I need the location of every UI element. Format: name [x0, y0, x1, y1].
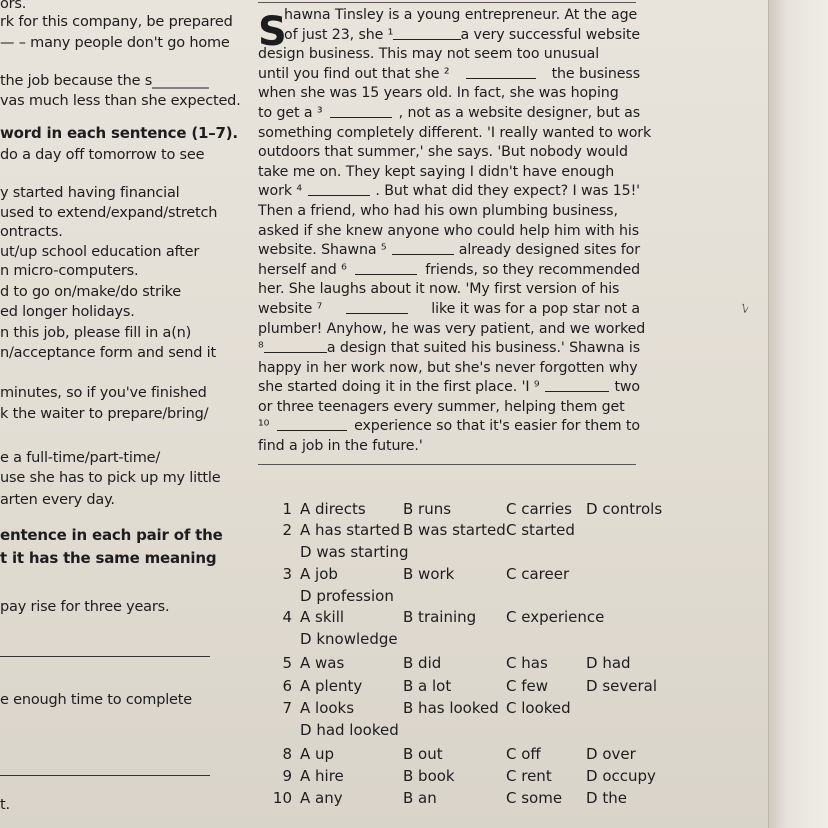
story-text-segment: her. She laughs about it now. 'My first version of his	[258, 281, 620, 298]
story-top-rule	[258, 2, 636, 3]
story-line	[258, 359, 640, 379]
story-line	[258, 26, 640, 46]
story-text-segment: website. Shawna ⁵	[258, 242, 387, 259]
story-text-segment: ¹⁰	[258, 418, 270, 435]
exercise-line: use she has to pick up my little	[0, 470, 221, 486]
exercise-line: y started having financial	[0, 185, 180, 201]
option-c: C experience	[506, 608, 605, 626]
exercise-line: used to extend/expand/stretch	[0, 205, 218, 221]
option-d: D the	[586, 789, 627, 807]
answer-line	[0, 775, 210, 776]
option-a: A was	[300, 654, 345, 672]
story-line	[258, 320, 646, 340]
story-text-segment: happy in her work now, but she's never forgotten why	[258, 359, 638, 376]
option-a: A plenty	[300, 677, 363, 695]
exercise-line: n/acceptance form and send it	[0, 345, 216, 361]
story-line	[258, 222, 640, 242]
question-number: 1	[282, 500, 292, 518]
exercise-line: vas much less than she expected.	[0, 93, 241, 109]
story-text-segment: work ⁴	[258, 183, 302, 200]
story-text	[258, 6, 652, 457]
gap-blank	[393, 26, 460, 40]
exercise-line: t.	[0, 797, 10, 813]
story-text-segment: design business. This may not seem too unusual	[258, 46, 600, 63]
exercise-line: — – many people don't go home	[0, 35, 230, 51]
story-bottom-rule	[258, 464, 636, 465]
exercise-line: rk for this company, be prepared	[0, 14, 233, 30]
exercise-heading: word in each sentence (1–7).	[0, 124, 238, 142]
story-text-segment: like it was for a pop star not a	[431, 300, 640, 317]
question-number: 6	[282, 677, 292, 695]
option-b: B was started	[403, 521, 506, 539]
story-text-segment: herself and ⁶	[258, 261, 347, 278]
story-line	[258, 280, 640, 300]
option-c: C some	[506, 789, 563, 807]
story-text-segment: of just 23, she ¹	[284, 26, 394, 43]
story-text-segment: Then a friend, who had his own plumbing business,	[258, 202, 618, 219]
story-text-segment: the business	[551, 65, 640, 82]
gap-blank	[545, 378, 609, 392]
story-text-segment: ⁸	[258, 340, 264, 357]
option-a: D knowledge	[300, 630, 398, 648]
story-line	[258, 65, 640, 85]
story-text-segment: outdoors that summer,' she says. 'But nobody would	[258, 144, 628, 161]
story-text-segment: hawna Tinsley is a young entrepreneur. At the age	[284, 7, 638, 23]
answer-line	[0, 656, 210, 657]
option-c: C few	[506, 677, 549, 695]
exercise-line: k the waiter to prepare/bring/	[0, 406, 209, 422]
option-d: D had	[586, 654, 631, 672]
option-a: A skill	[300, 608, 345, 626]
story-line	[258, 202, 640, 222]
option-a: A looks	[300, 699, 355, 717]
option-b: B work	[403, 565, 455, 583]
next-page-edge	[768, 0, 828, 828]
option-b: B did	[403, 654, 442, 672]
question-number: 2	[282, 521, 292, 539]
story-text-segment: a design that suited his business.' Shawna is	[326, 340, 640, 357]
option-a: D was starting	[300, 543, 409, 561]
option-b: B runs	[403, 500, 452, 518]
story-line	[258, 339, 640, 359]
gap-blank	[277, 417, 347, 431]
exercise-line: pay rise for three years.	[0, 599, 170, 615]
story-line	[258, 124, 652, 144]
option-a: A any	[300, 789, 343, 807]
exercise-line: ontracts.	[0, 224, 63, 240]
question-number: 5	[282, 654, 292, 672]
story-text-segment: two	[614, 379, 640, 396]
option-a: A hire	[300, 767, 344, 785]
question-number: 8	[282, 745, 292, 763]
story-text-segment: she started doing it in the first place. 'I ⁹	[258, 379, 540, 396]
question-number: 10	[272, 789, 292, 807]
left-page-column	[0, 0, 240, 828]
option-a: A directs	[300, 500, 366, 518]
exercise-line: the job because the s________	[0, 73, 209, 89]
option-b: B a lot	[403, 677, 452, 695]
gap-blank	[392, 241, 454, 255]
exercise-line: arten every day.	[0, 492, 115, 508]
exercise-line: ors.	[0, 0, 27, 12]
story-text-segment: when she was 15 years old. In fact, she was hoping	[258, 85, 619, 102]
exercise-line: minutes, so if you've finished	[0, 385, 207, 401]
pencil-mark: ﾚ	[740, 300, 751, 318]
option-b: B an	[403, 789, 437, 807]
story-text-segment: or three teenagers every summer, helping them get	[258, 398, 625, 415]
story-line	[258, 84, 640, 104]
exercise-line: e a full-time/part-time/	[0, 450, 161, 466]
option-d: D several	[586, 677, 657, 695]
story-line	[258, 143, 640, 163]
story-text-segment: until you find out that she ²	[258, 65, 450, 82]
option-d: D occupy	[586, 767, 656, 785]
story-line	[258, 417, 640, 437]
story-line	[258, 6, 640, 26]
gap-blank	[308, 182, 370, 196]
exercise-line: ed longer holidays.	[0, 304, 135, 320]
exercise-heading: entence in each pair of the	[0, 526, 223, 544]
story-line	[258, 398, 640, 418]
option-a: A has started	[300, 521, 400, 539]
question-number: 9	[282, 767, 292, 785]
exercise-line: n micro-computers.	[0, 263, 139, 279]
story-line	[258, 104, 640, 124]
story-text-segment: experience so that it's easier for them to	[354, 418, 640, 435]
story-text-segment: a very successful website	[460, 26, 640, 43]
option-b: B out	[403, 745, 443, 763]
story-text-segment: plumber! Anyhow, he was very patient, and we worked	[258, 320, 646, 337]
option-a: D had looked	[300, 721, 399, 739]
story-line	[258, 437, 640, 457]
option-b: B has looked	[403, 699, 499, 717]
option-c: C carries	[506, 500, 572, 518]
exercise-line: n this job, please fill in a(n)	[0, 325, 192, 341]
option-d: D over	[586, 745, 636, 763]
option-c: C has	[506, 654, 548, 672]
gap-blank	[355, 261, 417, 275]
story-text-segment: already designed sites for	[458, 242, 640, 259]
story-line	[258, 300, 640, 320]
option-a: A up	[300, 745, 335, 763]
story-line	[258, 378, 640, 398]
option-c: C looked	[506, 699, 571, 717]
story-text-segment: asked if she knew anyone who could help him with his	[258, 222, 640, 239]
story-text-segment: friends, so they recommended	[425, 261, 640, 278]
exercise-line: e enough time to complete	[0, 692, 192, 708]
story-line	[258, 182, 640, 202]
gap-blank	[264, 339, 327, 353]
option-c: C rent	[506, 767, 552, 785]
story-text-segment: find a job in the future.'	[258, 438, 423, 455]
story-text-segment: . But what did they expect? I was 15!'	[375, 183, 640, 200]
option-c: C started	[506, 521, 575, 539]
option-b: B book	[403, 767, 455, 785]
exercise-heading: t it has the same meaning	[0, 549, 217, 567]
story-line	[258, 261, 640, 281]
gap-blank	[466, 65, 536, 79]
story-line	[258, 45, 640, 65]
story-text-segment: to get a ³	[258, 104, 323, 121]
story-line	[258, 241, 640, 261]
story-text-segment: something completely different. 'I really wanted to work	[258, 124, 652, 141]
option-c: C off	[506, 745, 541, 763]
story-text-segment: take me on. They kept saying I didn't have enough	[258, 163, 615, 180]
exercise-line: d to go on/make/do strike	[0, 284, 182, 300]
option-a: D profession	[300, 587, 394, 605]
story-line	[258, 163, 640, 183]
option-c: C career	[506, 565, 570, 583]
story-text-segment: website ⁷	[258, 300, 323, 317]
option-d: D controls	[586, 500, 663, 518]
question-number: 3	[282, 565, 292, 583]
story-text-segment: , not as a website designer, but as	[398, 104, 640, 121]
option-a: A job	[300, 565, 338, 583]
question-number: 7	[282, 699, 292, 717]
exercise-line: ut/up school education after	[0, 244, 200, 260]
option-b: B training	[403, 608, 477, 626]
gap-blank	[330, 104, 392, 118]
exercise-line: do a day off tomorrow to see	[0, 147, 205, 163]
question-number: 4	[282, 608, 292, 626]
drop-cap: S	[258, 9, 287, 55]
gap-blank	[346, 300, 408, 314]
